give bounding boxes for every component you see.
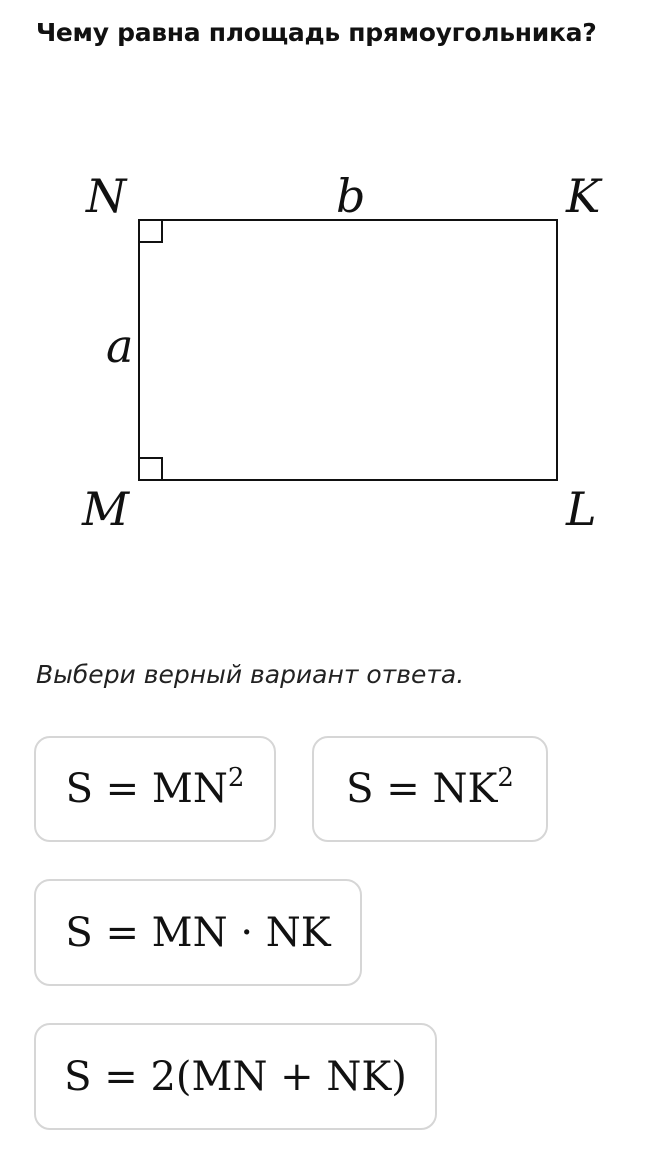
answer-option-3-text: S = MN · NK — [65, 909, 331, 956]
instruction-text: Выбери верный вариант ответа. — [36, 660, 465, 689]
answer-option-2-exponent: 2 — [497, 763, 514, 793]
question-title: Чему равна площадь прямоугольника? — [36, 18, 597, 47]
rectangle-outline — [139, 220, 557, 480]
answer-option-4[interactable] — [34, 1023, 437, 1130]
side-label-a: a — [106, 319, 134, 373]
answer-option-2-formula — [346, 763, 514, 812]
answer-option-2[interactable] — [312, 736, 548, 842]
answer-option-1[interactable] — [34, 736, 276, 842]
answer-option-2-text: S = NK — [346, 766, 498, 812]
answer-option-3[interactable] — [34, 879, 362, 986]
answer-option-1-formula — [65, 763, 245, 812]
answer-option-4-text: S = 2(MN + NK) — [64, 1053, 407, 1100]
vertex-label-m: M — [82, 482, 130, 536]
right-angle-mark-bottom — [139, 458, 162, 480]
vertex-label-n: N — [86, 169, 127, 223]
right-angle-mark-top — [139, 220, 162, 242]
answer-option-1-text: S = MN — [65, 766, 228, 812]
vertex-label-l: L — [566, 482, 597, 536]
side-label-b: b — [336, 169, 366, 223]
answer-option-1-exponent: 2 — [227, 763, 245, 793]
vertex-label-k: K — [566, 169, 601, 223]
